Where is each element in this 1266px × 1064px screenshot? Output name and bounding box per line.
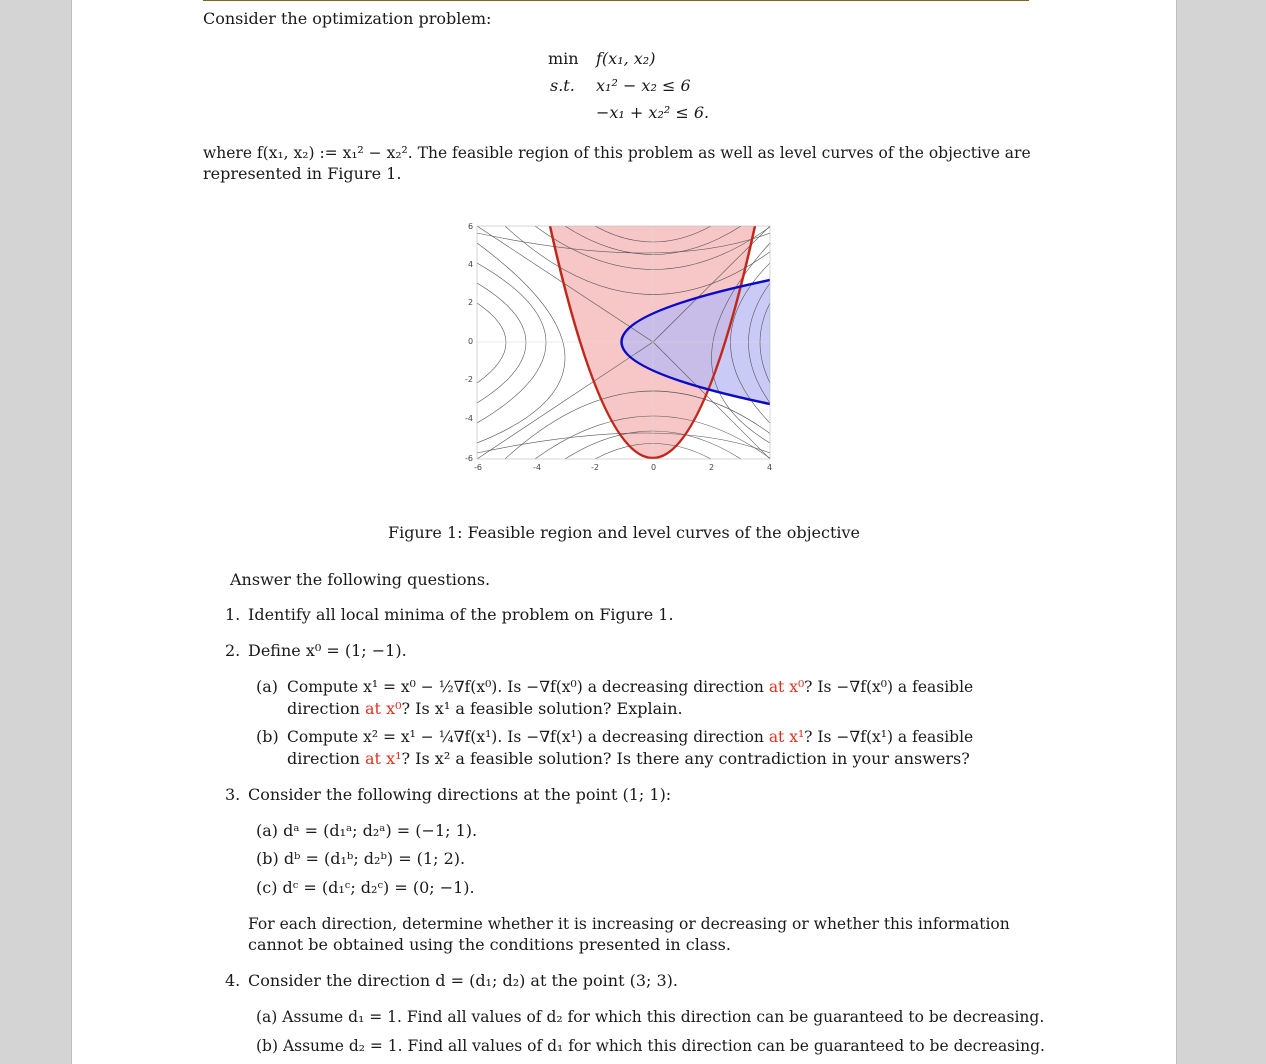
q1-text: Identify all local minima of the problem on Figure 1.: [248, 605, 674, 624]
y-tick: 6: [468, 223, 474, 231]
constraint-1: x₁² − x₂ ≤ 6: [596, 76, 691, 95]
q2-text: Define x⁰ = (1; −1).: [248, 641, 407, 660]
y-tick: -6: [465, 454, 473, 463]
q3b-text: (b) dᵇ = (d₁ᵇ; d₂ᵇ) = (1; 2).: [256, 849, 466, 868]
x-tick: -6: [474, 463, 482, 472]
constraint-2: −x₁ + x₂² ≤ 6.: [596, 103, 710, 122]
feasible-region-plot: [465, 223, 785, 483]
where-line-1: where f(x₁, x₂) := x₁² − x₂². The feasible region of this problem as well as level curves of the objective are: [203, 144, 1031, 162]
q2b-label: (b): [256, 727, 279, 746]
objective-expr: f(x₁, x₂): [596, 49, 656, 68]
figure-caption: Figure 1: Feasible region and level curves of the objective: [387, 523, 861, 542]
q2a-line-2: direction at x⁰? Is x¹ a feasible solution? Explain.: [287, 699, 683, 718]
q3-text: Consider the following directions at the point (1; 1):: [248, 785, 672, 804]
q2a-line-1: Compute x¹ = x⁰ − ½∇f(x⁰). Is −∇f(x⁰) a decreasing direction at x⁰? Is −∇f(x⁰) a feasible: [287, 678, 974, 696]
x-tick: 2: [709, 463, 715, 472]
q4a-text: (a) Assume d₁ = 1. Find all values of d₂ for which this direction can be guaranteed to be decreasing.: [256, 1008, 1045, 1026]
q2b-line-2: direction at x¹? Is x² a feasible solution? Is there any contradiction in your answers?: [287, 749, 970, 768]
q3c-text: (c) dᶜ = (d₁ᶜ; d₂ᶜ) = (0; −1).: [256, 878, 475, 897]
document-page: [71, 0, 1177, 1064]
y-tick: 4: [468, 260, 474, 269]
answer-intro: Answer the following questions.: [230, 570, 491, 589]
q1-number: 1.: [225, 605, 241, 624]
y-tick: -2: [465, 375, 473, 384]
q2-number: 2.: [225, 641, 241, 660]
x-tick: 0: [651, 463, 657, 472]
y-tick: -4: [465, 414, 473, 423]
top-rule: [203, 0, 1029, 1]
q4-text: Consider the direction d = (d₁; d₂) at the point (3; 3).: [248, 971, 678, 990]
x-tick: -4: [533, 463, 541, 472]
x-tick: 4: [767, 463, 773, 472]
q3a-text: (a) dᵃ = (d₁ᵃ; d₂ᵃ) = (−1; 1).: [256, 821, 478, 840]
y-tick: 0: [468, 337, 474, 346]
q3-note-line-2: cannot be obtained using the conditions presented in class.: [248, 935, 731, 954]
intro-text: Consider the optimization problem:: [203, 9, 492, 28]
q2b-line-1: Compute x² = x¹ − ¼∇f(x¹). Is −∇f(x¹) a decreasing direction at x¹? Is −∇f(x¹) a feasible: [287, 728, 974, 746]
y-tick: 2: [468, 298, 474, 307]
q3-note-line-1: For each direction, determine whether it is increasing or decreasing or whether this information: [248, 915, 1010, 933]
min-label: min: [548, 49, 579, 68]
st-label: s.t.: [550, 76, 575, 95]
where-line-2: represented in Figure 1.: [203, 164, 402, 183]
q4-number: 4.: [225, 971, 241, 990]
q3-number: 3.: [225, 785, 241, 804]
x-tick: -2: [591, 463, 599, 472]
q4b-text: (b) Assume d₂ = 1. Find all values of d₁ for which this direction can be guaranteed to be decreasing.: [256, 1037, 1045, 1055]
q2a-label: (a): [256, 677, 279, 696]
figure-1: [465, 223, 785, 487]
